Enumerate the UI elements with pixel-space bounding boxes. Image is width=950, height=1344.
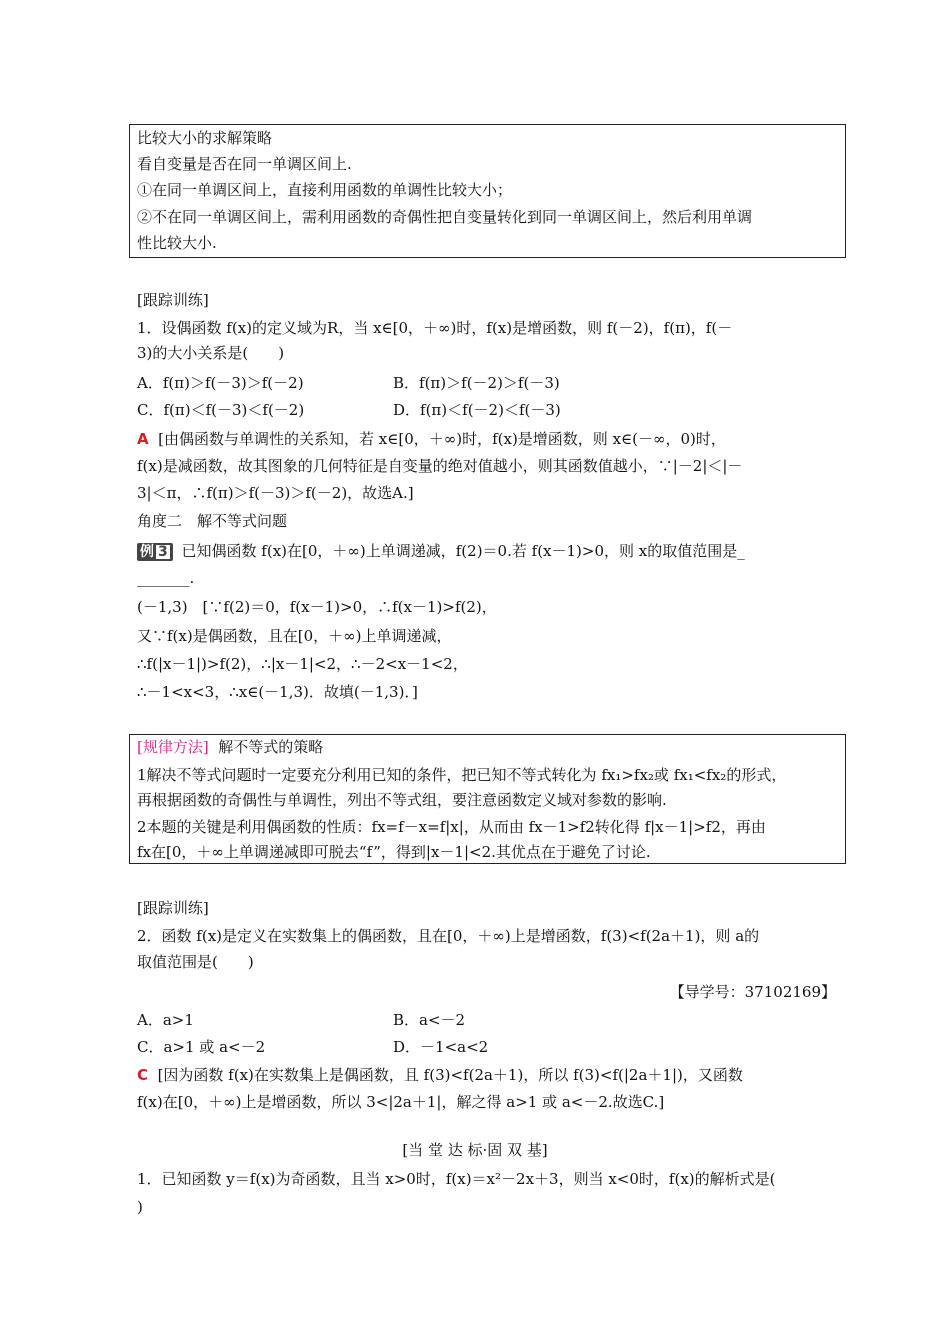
box-line: 2本题的关键是利用偶函数的性质：fx=f－x=f|x|，从而由 fx－1>f2转化得 f|x－1|>f2，再由 [137,818,766,836]
box-line: 再根据函数的奇偶性与单调性，列出不等式组，要注意函数定义域对参数的影响. [137,791,667,809]
example-text: 已知偶函数 f(x)在[0，＋∞)上单调递减，f(2)＝0.若 f(x－1)>0，则 x的取值范围是_ [181,542,745,560]
question-text: 取值范围是( ) [137,953,254,971]
example-blank: _______. [137,569,195,587]
option-c: C．f(π)＜f(－3)＜f(－2) [137,401,305,419]
option-b: B．f(π)＞f(－2)＞f(－3) [393,374,560,392]
question-text: 3)的大小关系是( ) [137,344,285,362]
box-line: ①在同一单调区间上，直接利用函数的单调性比较大小； [137,181,513,199]
example-answer: (－1,3) [∵f(2)＝0，f(x－1)>0，∴f(x－1)>f(2)， [137,598,497,616]
answer-text: [因为函数 f(x)在实数集上是偶函数，且 f(3)<f(2a＋1)，所以 f(3)<f(|2a＋1|)，又函数 [157,1066,743,1084]
subsection-title: 角度二 解不等式问题 [137,512,288,530]
answer-line [137,1065,743,1085]
section-heading: [跟踪训练] [137,291,209,309]
box-title: 解不等式的策略 [218,738,324,756]
example-answer: ∴f(|x－1|)>f(2)，∴|x－1|<2，∴－2<x－1<2， [137,655,468,673]
box-title-line [137,737,323,757]
box-line: ②不在同一单调区间上，需利用函数的奇偶性把自变量转化到同一单调区间上，然后利用单调 [137,208,753,226]
answer-line [137,429,726,449]
guide-number: 【导学号：37102169】 [669,983,836,1001]
question-text: 1．设偶函数 f(x)的定义域为R，当 x∈[0，＋∞)时，f(x)是增函数，则 f(－2)，f(π)，f(－ [137,319,733,337]
option-d: D．f(π)＜f(－2)＜f(－3) [393,401,561,419]
example-question [137,541,745,561]
answer-text: [由偶函数与单调性的关系知，若 x∈[0，＋∞)时，f(x)是增函数，则 x∈(－∞，0)时， [158,430,726,448]
section-banner: [当 堂 达 标·固 双 基] [402,1141,548,1159]
answer-letter: C [137,1066,149,1084]
answer-letter: A [137,430,149,448]
section-heading: [跟踪训练] [137,899,209,917]
option-a: A．a>1 [137,1011,194,1029]
question-text: ) [137,1198,143,1216]
option-c: C．a>1 或 a<－2 [137,1038,266,1056]
strategy-box-inequality [129,734,846,864]
box-line: fx在[0，＋∞上单调递减即可脱去“f”，得到|x－1|<2.其优点在于避免了讨论. [137,843,651,861]
example-badge: 例 3 [137,543,173,561]
box-title: 比较大小的求解策略 [137,129,273,147]
strategy-box-compare [129,124,846,258]
question-text: 1．已知函数 y＝f(x)为奇函数，且当 x>0时，f(x)＝x²－2x＋3，则当 x<0时，f(x)的解析式是( [137,1170,776,1188]
answer-text: 3|＜π，∴f(π)＞f(－3)＞f(－2)，故选A.] [137,484,414,502]
box-line: 看自变量是否在同一单调区间上. [137,155,352,173]
answer-text: f(x)在[0，＋∞)上是增函数，所以 3<|2a＋1|，解之得 a>1 或 a<－2.故选C.] [137,1093,665,1111]
option-a: A．f(π)＞f(－3)＞f(－2) [137,374,304,392]
answer-text: f(x)是减函数，故其图象的几何特征是自变量的绝对值越小，则其函数值越小，∵|－2|＜|－ [137,457,743,475]
method-tag: [规律方法] [137,738,209,756]
option-d: D．－1<a<2 [393,1038,489,1056]
question-text: 2．函数 f(x)是定义在实数集上的偶函数，且在[0，＋∞)上是增函数，f(3)<f(2a＋1)，则 a的 [137,927,760,945]
example-answer: 又∵f(x)是偶函数，且在[0，＋∞)上单调递减， [137,627,452,645]
option-b: B．a<－2 [393,1011,466,1029]
box-line: 性比较大小. [137,234,217,252]
box-line: 1解决不等式问题时一定要充分利用已知的条件，把已知不等式转化为 fx₁>fx₂或 fx₁<fx₂的形式， [137,766,787,784]
example-answer: ∴－1<x<3，∴x∈(－1,3)．故填(－1,3)．] [137,683,418,701]
